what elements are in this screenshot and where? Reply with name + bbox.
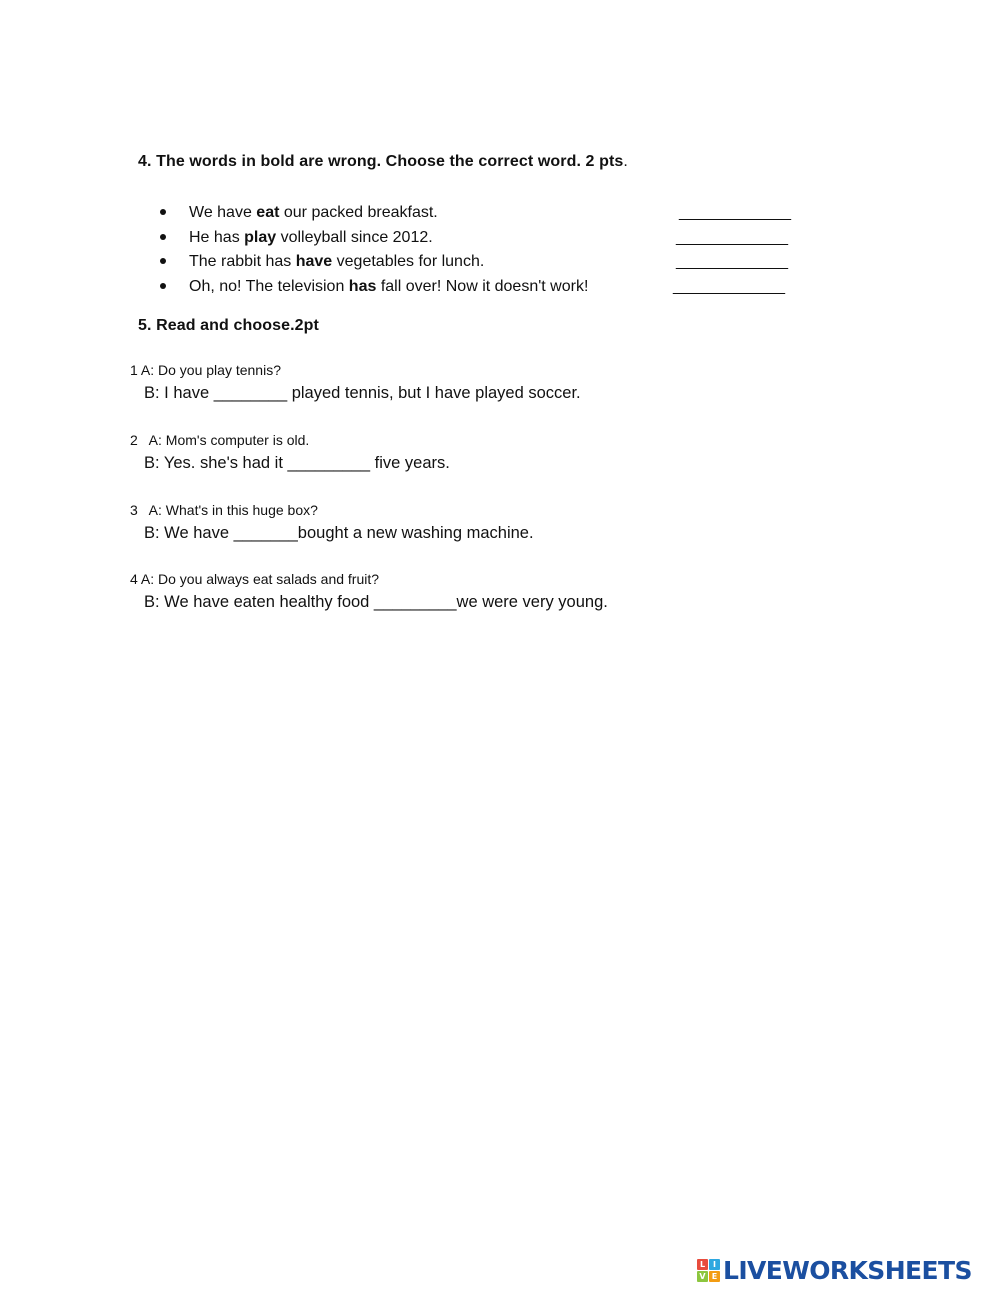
question-prompt: 1 A: Do you play tennis? [130,362,281,378]
question-1 [130,361,830,404]
question-prompt: 4 A: Do you always eat salads and fruit? [130,571,380,587]
bullet-sentence: We have eat our packed breakfast. [189,204,438,221]
section4-title [138,153,628,171]
bullet-sentence: The rabbit has have vegetables for lunch. [189,253,485,271]
answer-blank[interactable]: _____________ [676,253,788,271]
bullet-item [160,251,820,276]
bullet-item [160,202,820,227]
answer-blank[interactable]: _____________ [679,204,791,221]
bold-word-list [160,202,820,301]
logo-letter: V [697,1271,708,1282]
bullet-sentence: He has play volleyball since 2012. [189,228,433,246]
question-prompt: 3 A: What's in this huge box? [130,502,318,518]
question-answer-line[interactable]: B: We have _______bought a new washing machine. [144,524,534,542]
question-prompt: 2 A: Mom's computer is old. [130,432,310,448]
wrong-word: eat [256,204,280,221]
liveworksheets-logo-icon [697,1259,720,1282]
answer-blank[interactable]: _____________ [673,278,785,296]
bullet-dot [160,283,166,289]
answer-blank[interactable]: _____________ [676,228,788,246]
logo-letter: E [709,1271,720,1282]
logo-letter: I [709,1259,720,1270]
liveworksheets-brand [697,1255,972,1285]
question-4 [130,570,830,613]
logo-letter: L [697,1259,708,1270]
wrong-word: have [295,253,333,271]
wrong-word: has [348,278,377,296]
section4-title-tail: . [623,153,628,170]
question-2 [130,431,830,474]
bullet-item [160,227,820,252]
question-answer-line[interactable]: B: We have eaten healthy food _________we were very young. [144,593,608,611]
bullet-dot [160,209,166,215]
wrong-word: play [244,228,277,246]
question-answer-line[interactable]: B: Yes. she's had it _________ five years. [144,454,450,472]
question-3 [130,501,830,544]
question-answer-line[interactable]: B: I have ________ played tennis, but I have played soccer. [144,384,581,402]
bullet-item [160,276,820,301]
section4-title-main: 4. The words in bold are wrong. Choose the correct word. 2 pts [138,153,624,170]
bullet-dot [160,258,166,264]
bullet-sentence: Oh, no! The television has fall over! Now it doesn't work! [189,278,589,296]
bullet-dot [160,234,166,240]
section5-title: 5. Read and choose.2pt [138,317,319,334]
brand-wordmark: LIVEWORKSHEETS [723,1255,972,1285]
